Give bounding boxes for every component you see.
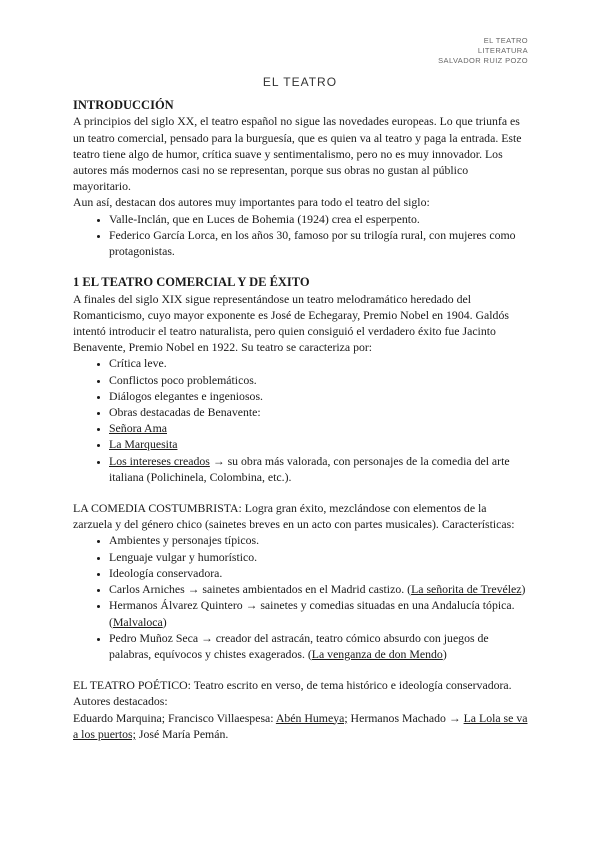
section-1-list — [73, 355, 528, 485]
document-body — [73, 97, 528, 742]
document-header — [438, 36, 528, 66]
list-item: • Lenguaje vulgar y humorístico. — [109, 549, 528, 565]
poetico-authors — [73, 710, 528, 742]
intro-list — [73, 211, 528, 260]
header-subject: EL TEATRO — [483, 36, 528, 45]
close-paren: ) — [442, 646, 447, 661]
author-text: Eduardo Marquina; Francisco Villaespesa: — [73, 710, 276, 725]
list-item — [109, 436, 528, 452]
author-text: Carlos Arniches → sainetes ambientados en el Madrid castizo. ( — [109, 582, 412, 597]
list-item — [109, 597, 528, 629]
work-title: La venganza de don Mendo — [311, 646, 443, 661]
work-title: Los intereses creados — [109, 453, 210, 468]
author-text: José María Pemán. — [135, 726, 229, 741]
costumbrista-paragraph — [73, 500, 528, 532]
list-item: • Obras destacadas de Benavente: — [109, 404, 528, 420]
poetico-text: Teatro escrito en verso, de tema histórico e ideología conservadora. — [190, 678, 512, 693]
header-author: SALVADOR RUIZ POZO — [438, 56, 528, 65]
work-title: Malvaloca — [112, 614, 163, 629]
list-item — [109, 630, 528, 662]
author-text: Hermanos Machado → — [347, 710, 464, 725]
poetico-label: EL TEATRO POÉTICO: — [73, 678, 191, 693]
work-title: La Lola se va a los puertos; — [73, 710, 528, 741]
list-item — [109, 420, 528, 436]
list-item: • Valle-Inclán, que en Luces de Bohemia (1924) crea el esperpento. — [109, 211, 528, 227]
poetico-paragraph — [73, 677, 528, 693]
poetico-authors-heading: Autores destacados: — [73, 694, 168, 709]
list-item: • Conflictos poco problemáticos. — [109, 372, 528, 388]
work-title: La señorita de Trevélez — [411, 582, 522, 597]
intro-paragraph: A principios del siglo XX, el teatro español no sigue las novedades europeas. Lo que triunfa es un teatro comercial, pensado para la burguesía, que es quien va al teatro y paga la entrada. Este teatro tiene algo de humor, crítica suave y sentimentalismo, pero no es muy innovador. Los autores más modernos casi no se representan, porque sus obras no gustan al público mayoritario. — [73, 114, 522, 194]
costumbrista-label: LA COMEDIA COSTUMBRISTA: — [73, 501, 242, 516]
author-text: Pedro Muñoz Seca → creador del astracán, teatro cómico absurdo con juegos de palabras, equívocos y chistes exagerados. ( — [109, 630, 489, 661]
close-paren: ) — [162, 614, 167, 629]
list-item: • Ideología conservadora. — [109, 565, 528, 581]
close-paren: ) — [521, 582, 526, 597]
list-item: • Federico García Lorca, en los años 30, famoso por su trilogía rural, con mujeres como protagonistas. — [109, 227, 528, 259]
intro-paragraph-2: Aun así, destacan dos autores muy importantes para todo el teatro del siglo: — [73, 195, 430, 210]
list-item — [109, 453, 528, 485]
header-course: LITERATURA — [477, 46, 528, 55]
section-1-paragraph: A finales del siglo XIX sigue representándose un teatro melodramático heredado del Romanticismo, cuyo mayor exponente es José de Echegaray, Premio Nobel en 1904. Galdós intentó introducir el teatro naturalista, pero quien consiguió el verdadero éxito fue Jacinto Benavente, Premio Nobel en 1922. Su teatro se caracteriza por: — [73, 291, 509, 355]
work-description: → su obra más valorada, con personajes de la comedia del arte italiana (Polichinela, Colombina, etc.). — [109, 453, 510, 484]
work-title: La Marquesita — [109, 437, 178, 452]
author-text: Hermanos Álvarez Quintero → sainetes y comedias situadas en una Andalucía tópica. ( — [109, 598, 515, 629]
work-title: Abén Humeya; — [275, 710, 348, 725]
section-1-heading: 1 EL TEATRO COMERCIAL Y DE ÉXITO — [73, 275, 310, 290]
list-item — [109, 581, 528, 597]
work-title: Señora Ama — [109, 421, 167, 436]
document-title: EL TEATRO — [262, 75, 338, 89]
costumbrista-list — [73, 532, 528, 662]
costumbrista-text: Logra gran éxito, mezclándose con elementos de la zarzuela y del género chico (sainetes breves en un acto con partes musicales). Características: — [73, 501, 515, 532]
list-item: • Ambientes y personajes típicos. — [109, 532, 528, 548]
intro-heading: INTRODUCCIÓN — [73, 98, 174, 112]
list-item: • Diálogos elegantes e ingeniosos. — [109, 388, 528, 404]
list-item: • Crítica leve. — [109, 355, 528, 371]
